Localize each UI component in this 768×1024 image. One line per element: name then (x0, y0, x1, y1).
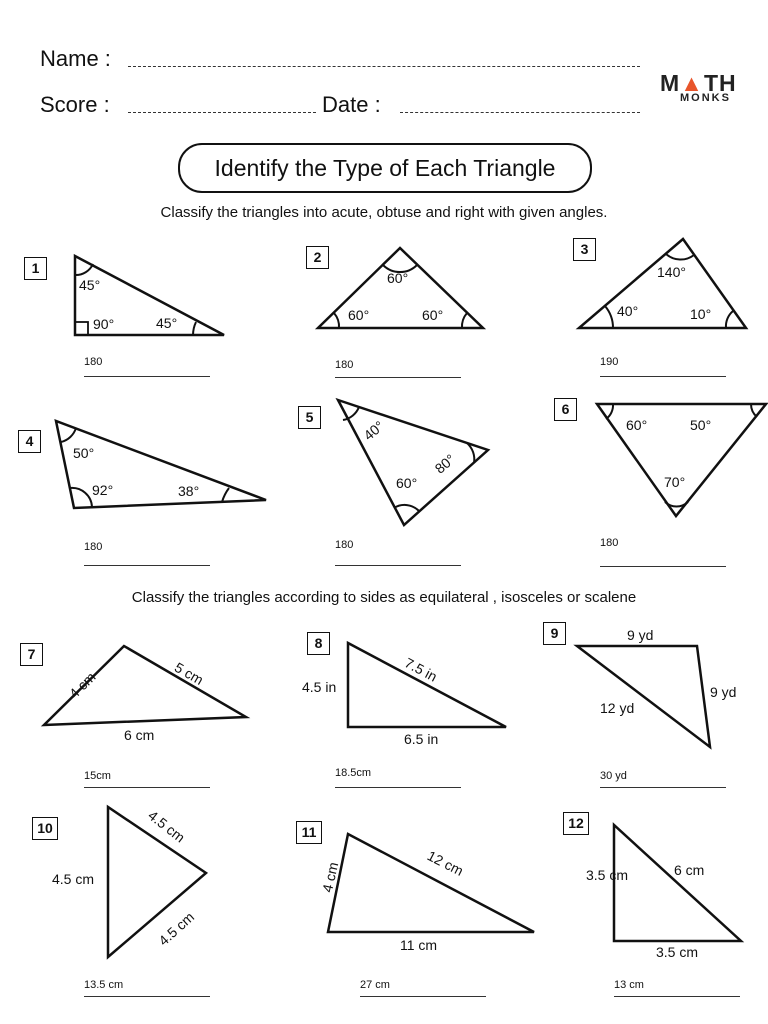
problem-number: 7 (20, 643, 43, 666)
problem-number: 3 (573, 238, 596, 261)
side-label: 4.5 cm (52, 871, 95, 887)
angle-label: 45° (79, 277, 101, 293)
problem-number: 9 (543, 622, 566, 645)
triangle-7 (44, 646, 246, 743)
angle-label: 60° (396, 475, 418, 491)
logo-math-m: M (660, 70, 681, 96)
triangle-9 (577, 627, 736, 747)
problem-number: 12 (563, 812, 589, 835)
angle-label: 90° (93, 316, 115, 332)
triangle-4 (56, 421, 266, 508)
angle-label: 60° (387, 270, 409, 286)
side-label: 9 yd (627, 627, 654, 643)
side-label: 3.5 cm (586, 867, 629, 883)
answer-text: 180 (84, 356, 103, 368)
side-label: 4 cm (65, 668, 99, 702)
side-label: 4 cm (318, 860, 342, 894)
triangle-8 (302, 643, 506, 747)
angle-label: 40° (617, 303, 639, 319)
side-label: 4.5 in (302, 679, 337, 695)
instruction-angles: Classify the triangles into acute, obtuse and right with given angles. (160, 204, 608, 221)
side-label: 11 cm (400, 937, 438, 953)
answer-text: 180 (600, 537, 619, 549)
angle-label: 38° (178, 483, 200, 499)
answer-text: 18.5cm (335, 767, 372, 779)
problem-number: 1 (24, 257, 47, 280)
page-title: Identify the Type of Each Triangle (178, 143, 592, 193)
side-label: 6 cm (674, 862, 705, 878)
angle-label: 92° (92, 482, 114, 498)
side-label: 4.5 cm (145, 807, 189, 846)
side-label: 12 yd (600, 700, 635, 716)
date-label: Date : (322, 92, 381, 117)
answer-text: 180 (335, 359, 354, 371)
side-label: 3.5 cm (656, 944, 699, 960)
angle-label: 140° (657, 264, 686, 280)
angle-label: 40° (360, 417, 387, 444)
side-label: 6.5 in (404, 731, 439, 747)
problem-number: 8 (307, 632, 330, 655)
problem-number: 11 (296, 821, 322, 844)
angle-label: 50° (690, 417, 712, 433)
side-label: 7.5 in (402, 654, 440, 685)
side-label: 12 cm (424, 847, 467, 879)
angle-label: 70° (664, 474, 686, 490)
angle-label: 60° (626, 417, 648, 433)
triangle-5 (338, 400, 488, 525)
answer-text: 180 (84, 541, 103, 553)
side-label-stacked (586, 867, 628, 883)
angle-label: 10° (690, 306, 712, 322)
side-label: 6 cm (124, 727, 155, 743)
logo-triangle-icon: ▲ (680, 70, 704, 96)
side-label: 4.5 cm (155, 908, 198, 949)
angle-label: 50° (73, 445, 95, 461)
triangle-1 (75, 256, 224, 335)
answer-text: 13 cm (614, 979, 644, 991)
problem-number: 5 (298, 406, 321, 429)
triangle-3 (579, 239, 746, 328)
side-label: 9 yd (710, 684, 737, 700)
angle-label: 45° (156, 315, 178, 331)
angle-label: 60° (422, 307, 444, 323)
logo-monks: MONKS (680, 92, 731, 104)
triangle-10 (52, 807, 206, 957)
answer-text: 27 cm (360, 979, 390, 991)
angle-label: 60° (348, 307, 370, 323)
triangle-2 (318, 248, 483, 328)
angle-label: 80° (431, 450, 459, 477)
side-label: 5 cm (171, 658, 207, 688)
answer-text: 15cm (84, 770, 111, 782)
problem-number: 10 (32, 817, 58, 840)
answer-text: 30 yd (600, 770, 627, 782)
answer-text: 190 (600, 356, 619, 368)
problem-number: 4 (18, 430, 41, 453)
triangle-12 (586, 825, 741, 960)
answer-text: 13.5 cm (84, 979, 124, 991)
logo-math-th: TH (703, 70, 737, 96)
problem-number: 2 (306, 246, 329, 269)
score-label: Score : (40, 92, 110, 117)
answer-text: 180 (335, 539, 354, 551)
instruction-sides: Classify the triangles according to sides as equilateral , isosceles or scalene (131, 589, 637, 606)
triangle-6 (597, 404, 766, 516)
problem-number: 6 (554, 398, 577, 421)
triangle-11 (319, 834, 534, 953)
name-label: Name : (40, 46, 111, 71)
